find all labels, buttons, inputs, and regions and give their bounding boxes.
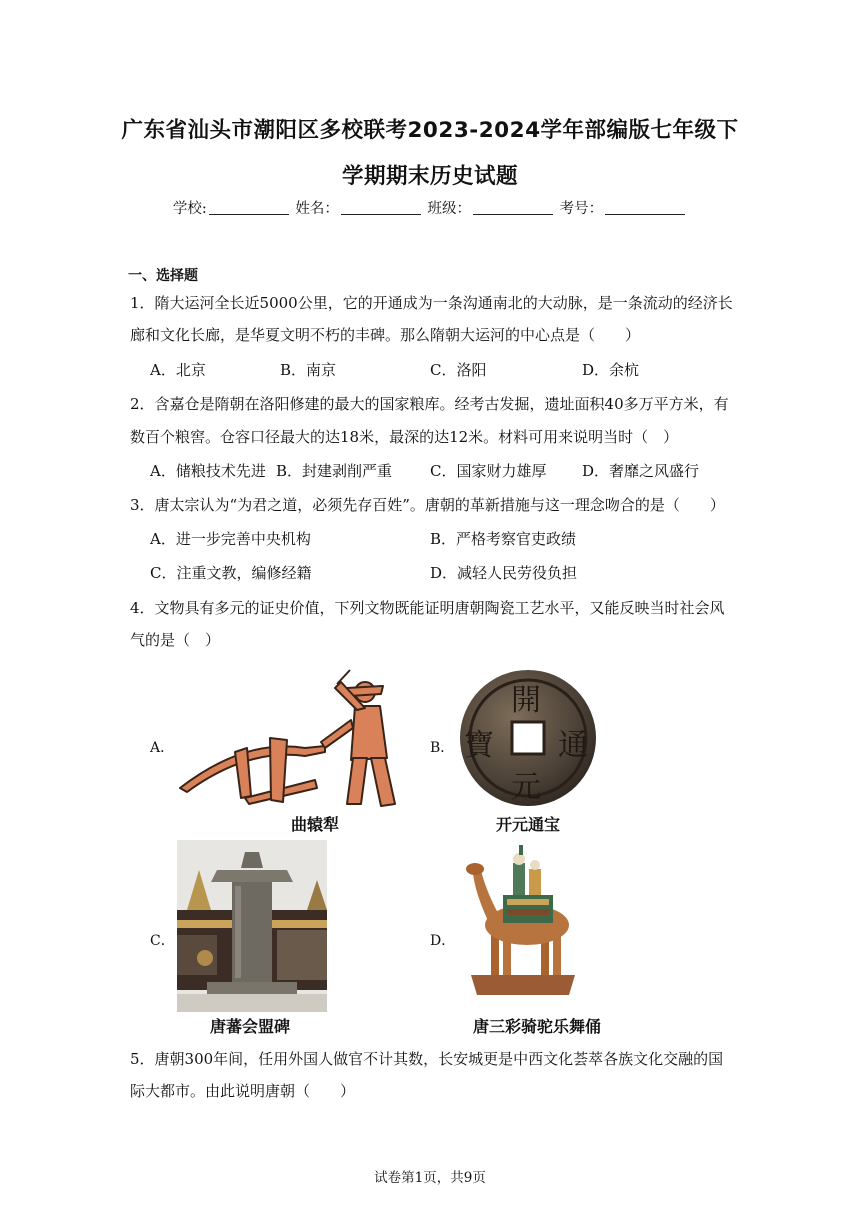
tang-tibet-stele-photo <box>177 840 327 1012</box>
coin-char-top: 開 <box>511 683 541 718</box>
exam-title-line2: 学期期末历史试题 <box>341 164 518 189</box>
section-heading: 一、选择题 <box>128 268 198 284</box>
q4-caption-b: 开元通宝 <box>495 815 560 834</box>
q4-line2: 气的是（ ） <box>130 631 221 649</box>
name-label: 姓名： <box>295 201 339 217</box>
q2-option-b[interactable]: B．封建剥削严重 <box>276 462 393 480</box>
q4-option-d-label[interactable]: D． <box>430 933 456 949</box>
number-blank[interactable] <box>605 200 685 215</box>
q4-caption-d: 唐三彩骑驼乐舞俑 <box>472 1017 601 1036</box>
q2-option-a[interactable]: A．储粮技术先进 <box>150 462 266 480</box>
q2-option-c[interactable]: C．国家财力雄厚 <box>430 462 547 480</box>
q4-option-a-label[interactable]: A． <box>150 740 175 756</box>
class-label: 班级： <box>427 201 471 217</box>
coin-char-left: 寶 <box>464 728 494 763</box>
q2-line2: 数百个粮窖。仓容口径最大的达18米，最深的达12米。材料可用来说明当时（ ） <box>130 428 679 446</box>
school-blank[interactable] <box>209 200 289 215</box>
q4-caption-c: 唐蕃会盟碑 <box>209 1017 290 1036</box>
number-label: 考号： <box>559 201 604 217</box>
coin-char-right: 通 <box>558 728 588 763</box>
sancai-camel-figurine-photo <box>463 843 583 1003</box>
q1-option-b[interactable]: B．南京 <box>280 361 337 379</box>
q4-caption-a: 曲辕犁 <box>290 815 339 834</box>
q3-option-d[interactable]: D．减轻人民劳役负担 <box>430 564 578 582</box>
coin-char-bottom: 元 <box>511 770 541 805</box>
school-label: 学校: <box>172 201 207 217</box>
q2-line1: 2．含嘉仓是隋朝在洛阳修建的最大的国家粮库。经考古发掘，遗址面积40多万平方米，有 <box>130 395 729 413</box>
q1-line1: 1．隋大运河全长近5000公里，它的开通成为一条沟通南北的大动脉，是一条流动的经济长 <box>130 294 733 312</box>
q4-option-b-label[interactable]: B． <box>430 740 455 756</box>
q3-option-a[interactable]: A．进一步完善中央机构 <box>150 530 311 548</box>
q5-line1: 5．唐朝300年间，任用外国人做官不计其数，长安城更是中西文化荟萃各族文化交融的国 <box>130 1050 724 1068</box>
q4-line1: 4．文物具有多元的证史价值，下列文物既能证明唐朝陶瓷工艺水平，又能反映当时社会风 <box>130 599 725 617</box>
q5-line2: 际大都市。由此说明唐朝（ ） <box>130 1082 356 1100</box>
q3-option-c[interactable]: C．注重文教，编修经籍 <box>150 564 312 582</box>
q2-option-d[interactable]: D．奢靡之风盛行 <box>582 462 700 480</box>
class-blank[interactable] <box>473 200 553 215</box>
student-info-row <box>0 197 860 218</box>
page-footer: 试卷第1页，共9页 <box>374 1170 486 1186</box>
q3-option-b[interactable]: B．严格考察官吏政绩 <box>430 530 577 548</box>
q1-line2: 廊和文化长廊，是华夏文明不朽的丰碑。那么隋朝大运河的中心点是（ ） <box>130 326 641 344</box>
q4-option-c-label[interactable]: C． <box>150 933 175 949</box>
q1-option-c[interactable]: C．洛阳 <box>430 361 487 379</box>
name-blank[interactable] <box>341 200 421 215</box>
exam-title-line1: 广东省汕头市潮阳区多校联考2023-2024学年部编版七年级下 <box>121 118 739 143</box>
curved-plough-illustration <box>175 668 410 813</box>
q1-option-d[interactable]: D．余杭 <box>582 361 640 379</box>
q3-line1: 3．唐太宗认为“为君之道，必须先存百姓”。唐朝的革新措施与这一理念吻合的是（ ） <box>130 496 725 514</box>
q1-option-a[interactable]: A．北京 <box>150 361 206 379</box>
